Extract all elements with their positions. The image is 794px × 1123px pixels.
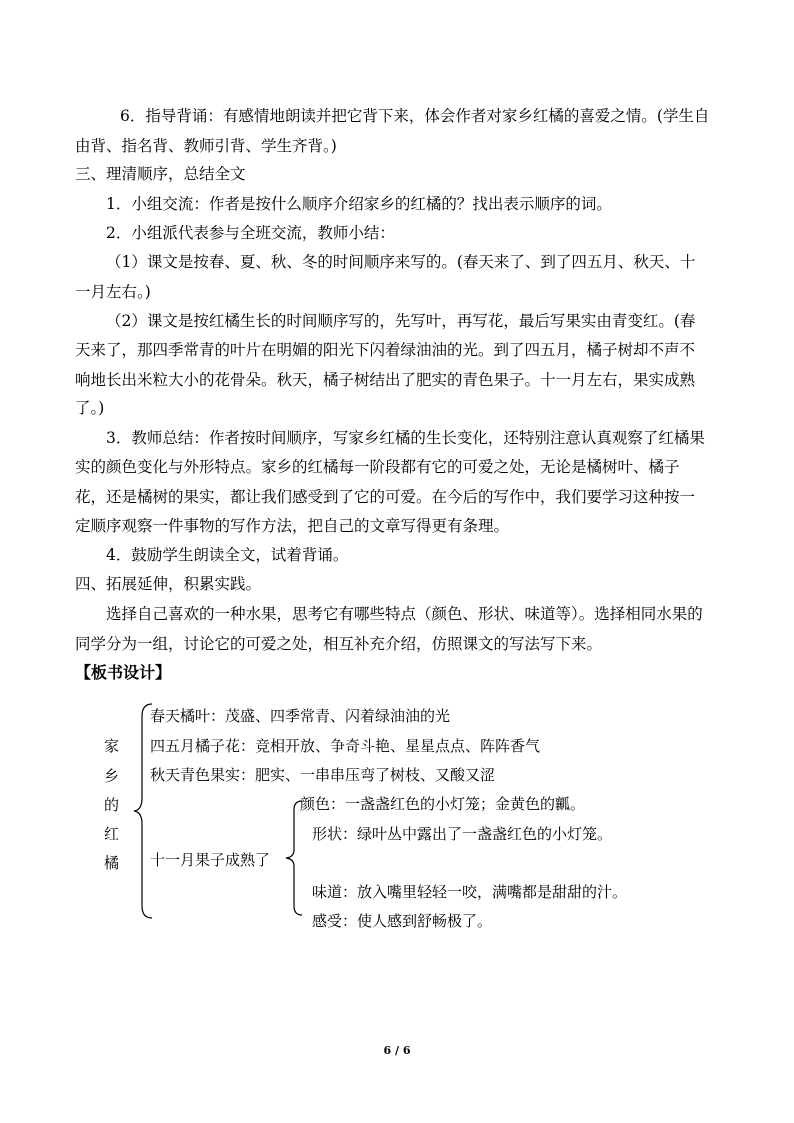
paragraph-line: 3．教师总结：作者按时间顺序，写家乡红橘的生长变化，还特别注意认真观察了红橘果 [106, 429, 705, 447]
page-number: 6 / 6 [383, 1044, 411, 1057]
small-brace-icon [282, 798, 306, 918]
paragraph-line: 6．指导背诵：有感情地朗读并把它背下来，体会作者对家乡红橘的喜爱之情。(学生自 [120, 107, 710, 125]
board-branch: 秋天青色果实：肥实、一串串压弯了树枝、又酸又涩 [150, 766, 496, 784]
paragraph-line: 2．小组派代表参与全班交流，教师小结： [106, 224, 395, 242]
paragraph-line: 定顺序观察一件事物的写作方法，把自己的文章写得更有条理。 [75, 517, 510, 535]
board-title-char: 乡 [104, 767, 120, 785]
paragraph-line: 响地长出米粒大小的花骨朵。秋天，橘子树结出了肥实的青色果子。十一月左右，果实成熟 [75, 371, 696, 389]
board-title-char: 的 [104, 796, 120, 814]
paragraph-line: 实的颜色变化与外形特点。家乡的红橘每一阶段都有它的可爱之处，无论是橘树叶、橘子 [75, 458, 680, 476]
section-heading: 四、拓展延伸，积累实践。 [75, 575, 262, 593]
board-sub-item: 味道：放入嘴里轻轻一咬，满嘴都是甜甜的汁。 [312, 883, 628, 901]
paragraph-line: 选择自己喜欢的一种水果，思考它有哪些特点（颜色、形状、味道等）。选择相同水果的 [106, 605, 703, 623]
paragraph-line: 了。) [75, 399, 105, 417]
paragraph-line: 天来了，那四季常青的叶片在明媚的阳光下闪着绿油油的光。到了四五月，橘子树却不声不 [75, 341, 696, 359]
paragraph-line: 花，还是橘树的果实，都让我们感受到了它的可爱。在今后的写作中，我们要学习这种按一 [75, 488, 696, 506]
board-branch: 四五月橘子花：竞相开放、争奇斗艳、星星点点、阵阵香气 [150, 737, 541, 755]
board-branch: 春天橘叶：茂盛、四季常青、闪着绿油油的光 [150, 707, 451, 725]
paragraph-line: 同学分为一组，讨论它的可爱之处，相互补充介绍，仿照课文的写法写下来。 [75, 635, 603, 653]
paragraph-line: 由背、指名背、教师引背、学生齐背。) [75, 137, 337, 155]
section-heading: 三、理清顺序，总结全文 [75, 165, 246, 183]
paragraph-line: 一月左右。) [75, 283, 151, 301]
board-title-char: 红 [104, 825, 120, 843]
board-title-char: 橘 [104, 854, 120, 872]
board-sub-item: 颜色：一盏盏红色的小灯笼；金黄色的瓤。 [300, 795, 586, 813]
paragraph-line: （1）课文是按春、夏、秋、冬的时间顺序来写的。(春天来了、到了四五月、秋天、十 [106, 253, 696, 271]
large-brace-icon [130, 700, 160, 922]
paragraph-line: （2）课文是按红橘生长的时间顺序写的，先写叶，再写花，最后写果实由青变红。(春 [106, 312, 696, 330]
board-sub-branch-label: 十一月果子成熟了 [150, 851, 271, 869]
paragraph-line: 4．鼓励学生朗读全文，试着背诵。 [106, 546, 349, 564]
board-sub-item: 形状：绿叶丛中露出了一盏盏红色的小灯笼。 [312, 825, 613, 843]
paragraph-line: 1．小组交流：作者是按什么顺序介绍家乡的红橘的？找出表示顺序的词。 [106, 195, 612, 213]
board-sub-item: 感受：使人感到舒畅极了。 [312, 912, 493, 930]
board-title-char: 家 [104, 737, 120, 755]
board-heading: 【板书设计】 [75, 663, 172, 682]
